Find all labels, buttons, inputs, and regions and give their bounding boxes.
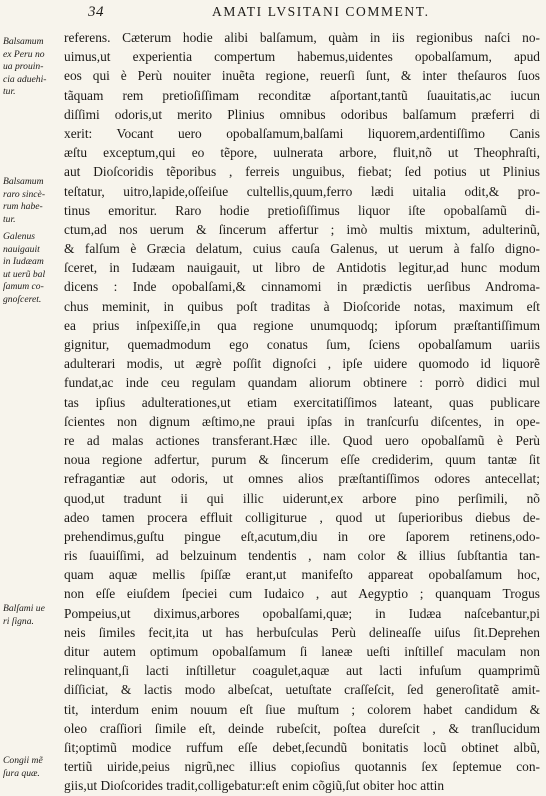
text-line: eos qui è Perù nouiter inuẽta regione, reuerſi ſunt, & inter theſauros ſuos <box>64 68 540 84</box>
sidenote-line: ſamum co- <box>3 281 44 293</box>
sidenote-line: tur. <box>3 213 16 225</box>
text-line: chus meminit, in quibus poſt traditas à Dioſcoride notas, maximum eſt <box>64 298 540 314</box>
running-title: AMATI LVSITANI COMMENT. <box>212 4 430 19</box>
sidenote-balsamum-raro <box>3 176 63 226</box>
text-line: re ad malas actiones transferant.Hæc ille. Quod uero opobalſamũ è Perù <box>64 432 540 448</box>
text-line: æſtu exceptum,qui eo tẽpore, uulnerata arbore, fluit,nõ ut Theophraſti, <box>64 145 540 161</box>
sidenote-line: ri ſigna. <box>3 615 34 627</box>
text-line: prehendimus,guſtu pingue eſt,acutum,diu in ore ſaporem retinens,odo- <box>64 528 540 544</box>
text-line: Pompeius,ut diximus,arbores opobalſami,quæ; in Iudæa naſcebantur,pi <box>64 605 540 621</box>
body-text <box>64 28 540 796</box>
sidenote-line: Balſami ue <box>3 603 45 614</box>
text-line: relinquant,ſi lacti inſtilletur coagulet,aquæ aut lacti infuſum quamprimũ <box>64 663 540 679</box>
sidenote-line: Congii mẽ <box>3 755 43 766</box>
sidenote-line: nauigauit <box>3 243 40 255</box>
text-line: uimus,ut experientia compertum habemus,uidentes opobalſamum, apud <box>64 49 540 65</box>
page-number: 34 <box>88 4 104 20</box>
text-line: oleo craſſiori ſimile eſt, deinde rubeſcit, poſtea dureſcit , & tranſlucidum <box>64 720 540 736</box>
text-line: ſit;optimũ modice ruffum eſſe debet,ſecundũ bonitatis locũ obtinet albũ, <box>64 739 540 755</box>
sidenote-line: ſura quæ. <box>3 767 40 779</box>
sidenote-line: Balsamum <box>3 176 44 187</box>
text-line: neis ſimiles fecit,ita ut has herbuſculas Perù delineaſſe uiſus ſit.Deprehen <box>64 624 540 640</box>
sidenote-line: ut uerũ bal <box>3 268 46 280</box>
sidenote-balsamum-peru <box>3 36 63 99</box>
text-line: ctum,ad nos uerum & ſincerum affertur ; imò multis mixtum, adulterinũ, <box>64 221 540 237</box>
sidenote-line: Balsamum <box>3 36 44 47</box>
sidenote-line: gnoſceret. <box>3 293 42 305</box>
text-line: quam aquæ mellis ſpiſſæ erant,ut manifeſto appareat opobalſamum hoc, <box>64 567 540 583</box>
sidenote-line: ex Peru no <box>3 48 45 60</box>
sidenote-line: in Iudæam <box>3 256 44 268</box>
text-line: tinus emoritur. Raro hodie pretioſiſſimus liquor iſte opobalſamũ di- <box>64 202 540 218</box>
text-line: ris ſuauiſſimi, ad belzuinum tendentis , nam color & illius ſubſtantia tan- <box>64 548 540 564</box>
text-line: tãquam rem pretioſiſſimam reconditæ aſportant,tantũ ſuauitatis,ac iucun <box>64 87 540 103</box>
sidenote-line: rum habe- <box>3 201 43 213</box>
sidenote-line: cia aduehi- <box>3 73 47 85</box>
text-line: tas ipſius adulterationes,ut etiam exercitatiſſimos lateant, quas publicare <box>64 394 540 410</box>
text-line: ea prius inſpexiſſe,in qua regione unumquodq; ipſorum præſtantiſſimum <box>64 317 540 333</box>
text-line: diſſimi odoris,ut merito Plinius omnibus odoribus balſamum præferri di <box>64 106 540 122</box>
text-line: fundat,ac inde ceu regulam quandam aliorum obtinere : porrò didici mul <box>64 375 540 391</box>
text-line: xerit: Vocant uero opobalſamum,balſami liquorem,ardentiſſimo Canis <box>64 125 540 141</box>
text-line: tertiũ uiride,peius nigrũ,nec illius copioſius quotannis ſex ſeptemue con- <box>64 759 540 775</box>
text-line: giis,ut Dioſcorides tradit,colligebatur:eſt enim cõgiũ,ſut obiter hoc attin <box>64 778 445 794</box>
text-line: ſceret, in Iudæam nauigauit, ut libro de Antidotis legitur,ad hunc modum <box>64 260 540 276</box>
text-line: & falſum è Græcia delatum, cuius cauſa Galenus, ut uerum à falſo digno- <box>64 241 540 257</box>
text-line: adulterari modis, ut ægrè poſſit dignoſci , ipſe uidere quomodo id liquorẽ <box>64 356 540 372</box>
running-head <box>62 2 542 24</box>
text-line: quod,ut tradunt ii qui illic uiderunt,ex arbore pino perſimili, nõ <box>64 490 540 506</box>
text-line: diſſiciat, & lactis modo albeſcat, uetuſtate craſſeſcit, ſed generoſitatẽ amit- <box>64 682 540 698</box>
text-line: referens. Cæterum hodie alibi balſamum, quàm in iis regionibus naſci no- <box>64 30 540 45</box>
text-line: gignitur, quemadmodum ego conatus ſum, ſciens opobalſamum uariis <box>64 337 540 352</box>
text-line: ditur autem optimum opobalſamum ſi laneæ ueſti inſtilleſ maculam non <box>64 644 540 659</box>
sidenote-congii-mensura <box>3 755 63 780</box>
sidenote-line: tur. <box>3 86 16 98</box>
sidenote-galenus <box>3 231 63 307</box>
text-line: ſcientes non dignum æſtimo,ne praui ipſas in tranſcurſu diſcentes, in ope- <box>64 413 540 429</box>
text-line: adeo tamen procera effluit colligiturue , quod ut ſuperioribus diebus de- <box>64 509 540 525</box>
sidenote-line: Galenus <box>3 231 35 242</box>
text-line: refragantiæ aut odoris, ut omnes alios præſtantiſſimos odores antecellat; <box>64 471 540 487</box>
text-line: non eſſe eiuſdem ſpeciei cum Iudaico , aut Aegyptio ; quanquam Trogus <box>64 586 540 602</box>
text-line: noua regione adfertur, purum & ſincerum eſſe crediderim, quum tantæ ſit <box>64 452 540 468</box>
text-line: dicens : Inde opobalſami,& cinnamomi in prædictis uerſibus Androma- <box>64 279 540 295</box>
sidenote-line: raro sincè- <box>3 188 46 200</box>
text-line: teſtatur, uitro,lapide,oſſeiſue cultellis,quum,ferro lædi uitalia odit,& pro- <box>64 183 540 199</box>
sidenote-line: ua prouin- <box>3 61 44 73</box>
text-line: aut Dioſcoridis tẽporibus , ferreis unguibus, fiebat; ſed potius ut Plinius <box>64 164 540 180</box>
text-line: tit, interdum enim nouum eſt ſiue muſtum ; colorem habet candidum & <box>64 701 540 717</box>
sidenote-balsami-signa <box>3 603 63 628</box>
